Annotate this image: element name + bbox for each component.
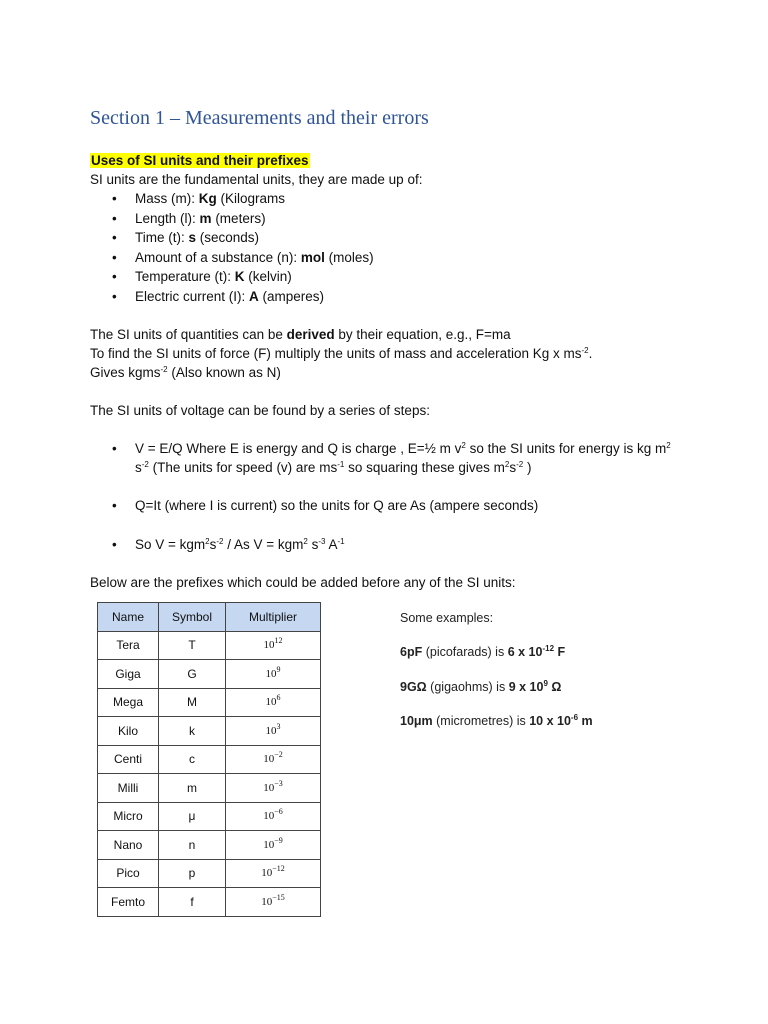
prefix-symbol: p <box>159 859 226 888</box>
prefix-name: Tera <box>98 631 159 660</box>
examples-title: Some examples: <box>400 611 494 625</box>
bullet-icon: • <box>112 288 117 304</box>
prefix-multiplier: $10^3$ <box>226 717 321 746</box>
prefix-multiplier: $10^{12}$ <box>226 631 321 660</box>
list-item: • Temperature (t): K (kelvin) <box>90 267 374 287</box>
table-row <box>98 831 321 860</box>
prefix-symbol: c <box>159 745 226 774</box>
list-item: • Length (l): m (meters) <box>90 209 374 229</box>
prefix-multiplier: $10^{-9}$ <box>226 831 321 860</box>
table-row <box>98 688 321 717</box>
bullet-icon: • <box>112 441 117 456</box>
table-row <box>98 802 321 831</box>
list-item: • Amount of a substance (n): mol (moles) <box>90 248 374 268</box>
prefix-table <box>97 602 321 917</box>
prefix-name: Micro <box>98 802 159 831</box>
bullet-icon: • <box>112 269 117 285</box>
prefix-multiplier: $10^9$ <box>226 660 321 689</box>
prefix-name: Milli <box>98 774 159 803</box>
prefix-name: Femto <box>98 888 159 917</box>
derived-text: The SI units of quantities can be derived by their equation, e.g., F=ma <box>90 327 511 342</box>
prefix-multiplier: $10^{-15}$ <box>226 888 321 917</box>
highlighted-heading: Uses of SI units and their prefixes <box>91 153 309 168</box>
voltage-intro: The SI units of voltage can be found by a series of steps: <box>90 403 430 418</box>
bullet-icon: • <box>112 537 117 552</box>
table-row <box>98 717 321 746</box>
table-row <box>98 745 321 774</box>
example-item: 6pF (picofarads) is 6 x $10^{-12}$ F <box>400 644 566 659</box>
intro-text: SI units are the fundamental units, they are made up of: <box>90 172 423 187</box>
bullet-icon: • <box>112 210 117 226</box>
prefix-name: Giga <box>98 660 159 689</box>
list-item: • Electric current (I): A (amperes) <box>90 287 374 307</box>
bullet-icon: • <box>112 230 117 246</box>
subheading <box>90 151 310 170</box>
bullet-icon: • <box>112 498 117 513</box>
prefix-multiplier: $10^{-12}$ <box>226 859 321 888</box>
prefix-name: Nano <box>98 831 159 860</box>
table-row <box>98 660 321 689</box>
table-row <box>98 888 321 917</box>
prefix-symbol: n <box>159 831 226 860</box>
prefix-multiplier: $10^{-6}$ <box>226 802 321 831</box>
section-title: Section 1 – Measurements and their errors <box>90 107 429 129</box>
prefix-symbol: f <box>159 888 226 917</box>
si-units-list <box>90 189 374 307</box>
col-header-multiplier: Multiplier <box>226 603 321 632</box>
table-row <box>98 774 321 803</box>
col-header-name: Name <box>98 603 159 632</box>
prefix-symbol: k <box>159 717 226 746</box>
prefix-name: Kilo <box>98 717 159 746</box>
document-page: Section 1 – Measurements and their errors Uses of SI units and their prefixes SI units are the fundamental units, they are made up of: • Mass (m): Kg (Kilograms • Length (l): m (meters) • Time (t): s (seconds) • Amount of a substance (n): mol (moles) • Temperature (t): K (kelvin) • Electric current (I): A (amperes) The SI units of quantities can be derived by their equation, e.g., F=ma To find the SI units of force (F) multiply the units of mass and acceleration Kg x $ms^{-2}$. Gives kgms$^{-2}$ (Also known as N) The SI units of voltage can be found by a series of steps: • V = E/Q Where E is energy and Q is charge , E=½ m $v^2$ so the SI units for energy is kg $m^2$ $s^{-2}$ (The units for speed (v) are $ms^{-1}$ so squaring these gives $m^2s^{-2}$ ) • Q=It (where I is current) so the units for Q are As (ampere seconds) • So $V = kgm^2s^{-2} / As$ V = kgm$^2$ $s^{-3}$ $A^{-1}$ Below are the prefixes which could be added before any of the SI units: Name Symbol Multiplier Tera T $10^{12}$ Giga G $10^9$ Mega M $10^6$ Kilo k $10^3$ Centi c $10^{-2}$ Milli m $10^{-3}$ Micro μ $10^{-6}$ Nano n $10^{-9}$ Pico p $10^{-12}$ Femto f $10^{-15}$ Some examples: 6pF (picofarads) is 6 x $10^{-12}$ F 9GΩ (gigaohms) is 9 x $10^9$ Ω 10μm (micrometres) is 10 x $10^{-6}$ m <box>0 0 768 1024</box>
prefix-symbol: m <box>159 774 226 803</box>
prefix-name: Centi <box>98 745 159 774</box>
prefix-name: Pico <box>98 859 159 888</box>
prefix-multiplier: $10^{-2}$ <box>226 745 321 774</box>
list-item: • Time (t): s (seconds) <box>90 228 374 248</box>
prefix-symbol: G <box>159 660 226 689</box>
prefix-multiplier: $10^6$ <box>226 688 321 717</box>
force-text: To find the SI units of force (F) multiply the units of mass and acceleration Kg x $ms^{-2}$. <box>90 346 593 361</box>
prefix-name: Mega <box>98 688 159 717</box>
example-item: 10μm (micrometres) is 10 x $10^{-6}$ m <box>400 713 593 728</box>
bullet-icon: • <box>112 191 117 206</box>
bullet-icon: • <box>112 249 117 265</box>
col-header-symbol: Symbol <box>159 603 226 632</box>
example-item: 9GΩ (gigaohms) is 9 x $10^9$ Ω <box>400 679 562 694</box>
prefix-multiplier: $10^{-3}$ <box>226 774 321 803</box>
prefix-symbol: M <box>159 688 226 717</box>
gives-text: Gives kgms$^{-2}$ (Also known as N) <box>90 365 281 380</box>
prefix-symbol: T <box>159 631 226 660</box>
prefix-symbol: μ <box>159 802 226 831</box>
table-row <box>98 631 321 660</box>
list-item: • Mass (m): Kg (Kilograms <box>90 189 374 209</box>
prefix-intro: Below are the prefixes which could be added before any of the SI units: <box>90 575 516 590</box>
table-row <box>98 859 321 888</box>
